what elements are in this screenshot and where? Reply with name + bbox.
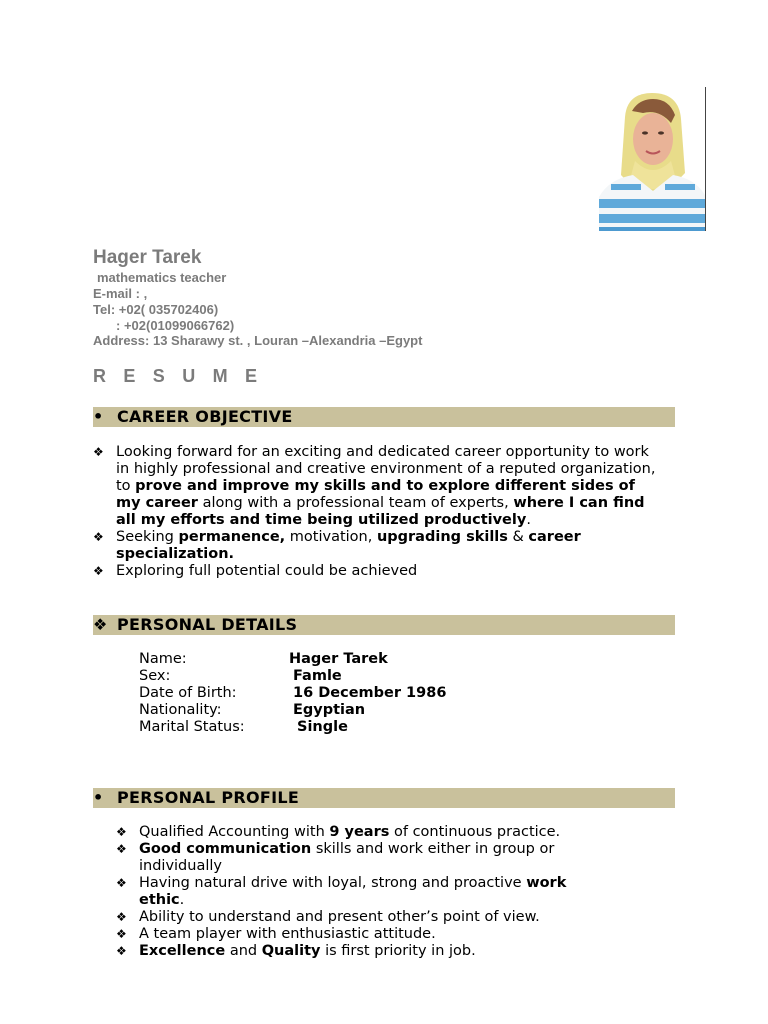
body-text: motivation,	[285, 529, 377, 545]
resume-heading: R E S U M E	[93, 366, 264, 386]
section-title: CAREER OBJECTIVE	[117, 407, 293, 426]
filled-diamond-bullet-icon: ❖	[116, 825, 127, 839]
emphasis-text: Good communication	[139, 841, 312, 857]
list-item	[116, 841, 596, 875]
body-text: of continuous practice.	[389, 824, 561, 840]
section-bullet: •	[93, 407, 104, 426]
detail-row	[139, 719, 579, 736]
list-item	[93, 529, 663, 563]
detail-value: Single	[297, 719, 348, 735]
body-text: .	[526, 512, 531, 528]
emphasis-text: upgrading skills	[376, 529, 508, 545]
personal-profile-list	[116, 824, 596, 960]
list-item	[116, 909, 596, 926]
detail-label: Nationality:	[139, 702, 222, 718]
list-item	[116, 875, 596, 909]
detail-label: Marital Status:	[139, 719, 245, 735]
diamond-bullet-icon: ❖	[93, 530, 104, 544]
body-text: skills and work either in group or individually	[139, 841, 555, 874]
detail-row	[139, 702, 579, 719]
emphasis-text: permanence,	[178, 529, 286, 545]
emphasis-text: career specialization.	[116, 529, 581, 562]
body-text: Looking forward for an exciting and dedicated career opportunity to work in highly professional and creative environment of a reputed organization, to	[116, 444, 656, 494]
emphasis-text: prove and improve my skills and to explore different sides of my career	[116, 478, 635, 511]
emphasis-text: where I can find all my efforts and time being utilized productively	[116, 495, 645, 528]
section-title: PERSONAL DETAILS	[117, 615, 298, 634]
body-text: Qualified Accounting with	[139, 824, 330, 840]
emphasis-text: 9 years	[329, 824, 390, 840]
filled-diamond-bullet-icon: ❖	[116, 876, 127, 890]
emphasis-text: work ethic	[139, 875, 567, 908]
section-title: PERSONAL PROFILE	[117, 788, 300, 807]
body-text: Exploring full potential could be achieved	[116, 563, 418, 579]
diamond-bullet-icon: ❖	[93, 564, 104, 578]
body-text: A team player with enthusiastic attitude.	[139, 926, 436, 942]
body-text: and	[225, 943, 262, 959]
section-bar-career-objective	[93, 407, 675, 427]
detail-row	[139, 668, 579, 685]
detail-label: Sex:	[139, 668, 171, 684]
emphasis-text: Quality	[261, 943, 321, 959]
section-bar-personal-profile	[93, 788, 675, 808]
list-item	[116, 926, 596, 943]
list-item	[116, 824, 596, 841]
body-text: Seeking	[116, 529, 179, 545]
job-title: mathematics teacher	[97, 270, 227, 285]
filled-diamond-bullet-icon: ❖	[116, 944, 127, 958]
filled-diamond-bullet-icon: ❖	[116, 842, 127, 856]
list-item	[116, 943, 596, 960]
portrait-photo	[599, 87, 706, 231]
section-bullet: •	[93, 788, 104, 807]
career-objective-list	[93, 444, 663, 580]
section-bullet: ❖	[93, 615, 108, 634]
detail-value: Hager Tarek	[289, 651, 388, 667]
phone-line: Tel: +02( 035702406)	[93, 302, 219, 317]
filled-diamond-bullet-icon: ❖	[116, 910, 127, 924]
body-text: &	[507, 529, 529, 545]
detail-row	[139, 651, 579, 668]
emphasis-text: Excellence	[139, 943, 226, 959]
email-line: E-mail : ,	[93, 286, 148, 301]
body-text: Ability to understand and present other’s point of view.	[139, 909, 540, 925]
section-bar-personal-details	[93, 615, 675, 635]
list-item	[93, 444, 663, 529]
detail-value: 16 December 1986	[293, 685, 447, 701]
detail-value: Famle	[293, 668, 342, 684]
phone-line-2: : +02(01099066762)	[116, 318, 235, 333]
body-text: Having natural drive with loyal, strong and proactive	[139, 875, 527, 891]
candidate-name: Hager Tarek	[93, 247, 202, 268]
body-text: along with a professional team of experts,	[197, 495, 514, 511]
body-text: is first priority in job.	[320, 943, 476, 959]
list-item	[93, 563, 663, 580]
address-line: Address: 13 Sharawy st. , Louran –Alexandria –Egypt	[93, 333, 423, 348]
detail-row	[139, 685, 579, 702]
body-text: .	[179, 892, 185, 908]
detail-label: Date of Birth:	[139, 685, 237, 701]
filled-diamond-bullet-icon: ❖	[116, 927, 127, 941]
detail-label: Name:	[139, 651, 187, 667]
personal-details-table	[139, 651, 579, 741]
detail-value: Egyptian	[293, 702, 366, 718]
diamond-bullet-icon: ❖	[93, 445, 104, 459]
